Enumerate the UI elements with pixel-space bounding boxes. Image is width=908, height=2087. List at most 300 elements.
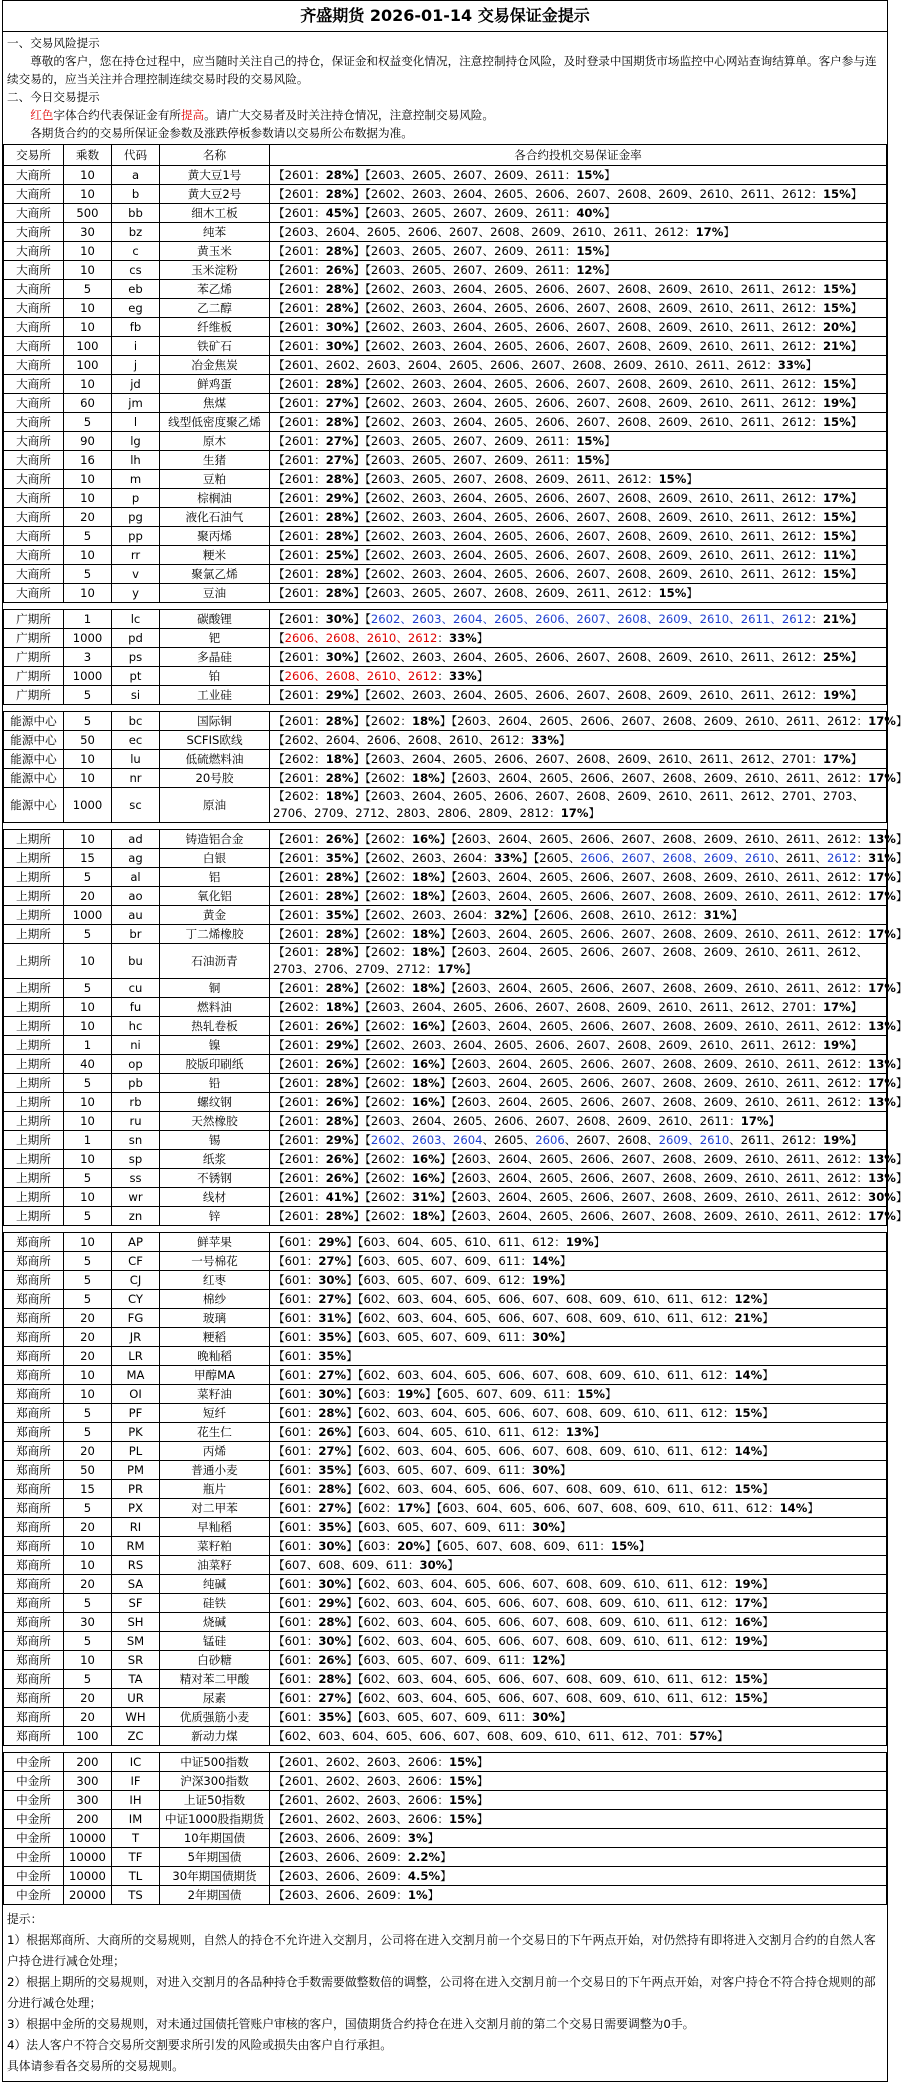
multiplier-cell: 10 bbox=[64, 750, 112, 769]
rate-value: 17% bbox=[868, 870, 896, 884]
rate-value: 29% bbox=[318, 1235, 347, 1249]
contract-months: 】【602、603、604、605、606、607、608、609、610、611、612： bbox=[346, 1311, 735, 1325]
rate-cell bbox=[270, 204, 887, 223]
contract-months: 】【603、604、605、610、611、612： bbox=[346, 1235, 566, 1249]
rate-value: 12% bbox=[576, 263, 605, 277]
group-separator bbox=[4, 705, 887, 712]
code-cell: a bbox=[112, 166, 160, 185]
contract-months: 】 bbox=[559, 1330, 572, 1344]
name-cell: 聚氯乙烯 bbox=[160, 565, 270, 584]
multiplier-cell: 5 bbox=[64, 1290, 112, 1309]
table-row bbox=[4, 1328, 887, 1347]
table-row bbox=[4, 1233, 887, 1252]
contract-months: 】【2602： bbox=[353, 889, 412, 903]
code-cell: RS bbox=[112, 1556, 160, 1575]
contract-months: 2606、2607、2608、2609、2610 bbox=[580, 851, 775, 865]
rate-value: 35% bbox=[325, 851, 354, 865]
table-row bbox=[4, 413, 887, 432]
rate-value: 19% bbox=[822, 1038, 851, 1052]
col-header-rate: 各合约投机交易保证金率 bbox=[270, 145, 887, 166]
table-row bbox=[4, 1791, 887, 1810]
code-cell: hc bbox=[112, 1017, 160, 1036]
exchange-cell: 中金所 bbox=[4, 1810, 64, 1829]
table-row bbox=[4, 712, 887, 731]
contract-months: 【2601： bbox=[273, 1095, 326, 1109]
code-cell: al bbox=[112, 868, 160, 887]
contract-months: 【2603、2606、2609： bbox=[273, 1850, 408, 1864]
multiplier-cell: 20 bbox=[64, 1708, 112, 1727]
exchange-cell: 郑商所 bbox=[4, 1575, 64, 1594]
contract-months: 】【603、605、607、609、611： bbox=[346, 1520, 533, 1534]
exchange-cell: 郑商所 bbox=[4, 1461, 64, 1480]
rate-value: 19% bbox=[734, 1577, 763, 1591]
name-cell: SCFIS欧线 bbox=[160, 731, 270, 750]
code-cell: IF bbox=[112, 1772, 160, 1791]
rate-cell bbox=[270, 648, 887, 667]
contract-months: 】【2603、2604、2605、2606、2607、2608、2609、2610、2611、2612： bbox=[439, 1019, 869, 1033]
table-row bbox=[4, 1575, 887, 1594]
contract-months: 2602、2603、2604 bbox=[370, 1133, 483, 1147]
contract-months: 】【2602、2603、2604、2605、2606、2607、2608、2609、2610、2611、2612： bbox=[353, 650, 823, 664]
code-cell: IM bbox=[112, 1810, 160, 1829]
contract-months: 【2601： bbox=[273, 1133, 326, 1147]
exchange-cell: 大商所 bbox=[4, 508, 64, 527]
code-cell: PM bbox=[112, 1461, 160, 1480]
code-cell: lg bbox=[112, 432, 160, 451]
rate-cell bbox=[270, 731, 887, 750]
contract-months: 【601： bbox=[273, 1330, 319, 1344]
contract-months: 】【603、604、605、610、611、612： bbox=[346, 1425, 566, 1439]
multiplier-cell: 5 bbox=[64, 1594, 112, 1613]
contract-months: 【2602： bbox=[273, 752, 326, 766]
code-cell: ec bbox=[112, 731, 160, 750]
table-row bbox=[4, 432, 887, 451]
name-cell: 纯碱 bbox=[160, 1575, 270, 1594]
rate-cell bbox=[270, 1074, 908, 1093]
contract-months: 】 bbox=[850, 1133, 863, 1147]
multiplier-cell: 20 bbox=[64, 508, 112, 527]
contract-months: 【601： bbox=[273, 1292, 319, 1306]
exchange-cell: 上期所 bbox=[4, 1131, 64, 1150]
table-row bbox=[4, 1499, 887, 1518]
multiplier-cell: 10 bbox=[64, 1233, 112, 1252]
rate-cell bbox=[270, 527, 887, 546]
name-cell: 甲醇MA bbox=[160, 1366, 270, 1385]
contract-months: 【2602： bbox=[273, 1000, 326, 1014]
contract-months: 】【2602、2603、2604、2605、2606、2607、2608、2609、2610、2611、2612： bbox=[353, 377, 823, 391]
contract-months: 】【2602： bbox=[353, 771, 412, 785]
exchange-cell: 郑商所 bbox=[4, 1442, 64, 1461]
table-row bbox=[4, 1093, 887, 1112]
page-title: 齐盛期货 2026-01-14 交易保证金提示 bbox=[3, 1, 887, 32]
multiplier-cell: 10 bbox=[64, 299, 112, 318]
name-cell: 锡 bbox=[160, 1131, 270, 1150]
contract-months: 】 bbox=[762, 1615, 774, 1629]
rate-cell bbox=[270, 686, 887, 705]
rate-value: 26% bbox=[325, 263, 354, 277]
code-cell: TA bbox=[112, 1670, 160, 1689]
contract-months: 】 bbox=[604, 263, 616, 277]
rate-value: 17% bbox=[822, 752, 851, 766]
code-cell: lh bbox=[112, 451, 160, 470]
contract-months: 【601： bbox=[273, 1501, 319, 1515]
name-cell: 低硫燃料油 bbox=[160, 750, 270, 769]
exchange-cell: 广期所 bbox=[4, 610, 64, 629]
exchange-cell: 上期所 bbox=[4, 1112, 64, 1131]
multiplier-cell: 10 bbox=[64, 375, 112, 394]
contract-months: 】【2602、2603、2604： bbox=[353, 851, 495, 865]
contract-months: 【2601： bbox=[273, 320, 326, 334]
contract-months: 【2601： bbox=[273, 714, 326, 728]
multiplier-cell: 10 bbox=[64, 1017, 112, 1036]
group-separator bbox=[4, 603, 887, 610]
contract-months: 】 bbox=[476, 1774, 489, 1788]
rate-value: 17% bbox=[868, 1209, 896, 1223]
rate-value: 15% bbox=[576, 168, 605, 182]
contract-months: 【601： bbox=[273, 1577, 319, 1591]
exchange-cell: 郑商所 bbox=[4, 1727, 64, 1746]
group-separator bbox=[4, 1226, 887, 1233]
exchange-cell: 上期所 bbox=[4, 1055, 64, 1074]
exchange-cell: 中金所 bbox=[4, 1829, 64, 1848]
contract-months: 、2611、2612： bbox=[729, 1133, 823, 1147]
code-cell: ad bbox=[112, 830, 160, 849]
name-cell: 粳米 bbox=[160, 546, 270, 565]
contract-months: 【2601： bbox=[273, 981, 326, 995]
rate-value: 18% bbox=[411, 714, 440, 728]
name-cell: 红枣 bbox=[160, 1271, 270, 1290]
rate-value: 27% bbox=[325, 453, 354, 467]
name-cell: 国际铜 bbox=[160, 712, 270, 731]
contract-months: 】 bbox=[604, 244, 616, 258]
rate-value: 27% bbox=[318, 1501, 347, 1515]
exchange-cell: 大商所 bbox=[4, 223, 64, 242]
exchange-cell: 能源中心 bbox=[4, 750, 64, 769]
contract-months: 【2601： bbox=[273, 1038, 326, 1052]
contract-months: 【2601、2602、2603、2606： bbox=[273, 1812, 449, 1826]
table-row bbox=[4, 979, 887, 998]
exchange-cell: 大商所 bbox=[4, 204, 64, 223]
multiplier-cell: 1 bbox=[64, 1036, 112, 1055]
contract-months: 】【602、603、604、605、606、607、608、609、610、611、612： bbox=[346, 1596, 735, 1610]
table-row bbox=[4, 1810, 887, 1829]
contract-months: 】【2602、2603、2604、2605、2606、2607、2608、2609、2610、2611、2612： bbox=[353, 1038, 823, 1052]
name-cell: 螺纹钢 bbox=[160, 1093, 270, 1112]
rate-value: 21% bbox=[822, 612, 851, 626]
contract-months: 【601： bbox=[273, 1406, 319, 1420]
name-cell: 工业硅 bbox=[160, 686, 270, 705]
rate-cell bbox=[270, 394, 887, 413]
name-cell: 精对苯二甲酸 bbox=[160, 1670, 270, 1689]
table-row bbox=[4, 667, 887, 686]
name-cell: 碳酸锂 bbox=[160, 610, 270, 629]
table-row bbox=[4, 318, 887, 337]
rate-value: 16% bbox=[411, 832, 440, 846]
contract-months: 】【2602： bbox=[353, 1057, 412, 1071]
rate-value: 30% bbox=[419, 1558, 448, 1572]
rate-cell bbox=[270, 1112, 887, 1131]
contract-months: 】【2602、2603、2604、2605、2606、2607、2608、2609、2610、2611、2612： bbox=[353, 396, 823, 410]
rate-value: 26% bbox=[318, 1653, 347, 1667]
contract-months: 【2601： bbox=[273, 244, 326, 258]
name-cell: 线材 bbox=[160, 1188, 270, 1207]
table-row bbox=[4, 1772, 887, 1791]
table-row bbox=[4, 1271, 887, 1290]
contract-months: 】【2603、2604、2605、2606、2607、2608、2609、2610、2611、2612、2701、2703、2706、2709、2712、2803、2806、2809、2812： bbox=[273, 789, 865, 820]
rate-value: 15% bbox=[449, 1774, 477, 1788]
code-cell: MA bbox=[112, 1366, 160, 1385]
contract-months: 】 bbox=[850, 529, 863, 543]
multiplier-cell: 15 bbox=[64, 849, 112, 868]
rate-value: 12% bbox=[532, 1653, 560, 1667]
code-cell: nr bbox=[112, 769, 160, 788]
rate-value: 30% bbox=[532, 1710, 560, 1724]
rate-value: 15% bbox=[658, 472, 687, 486]
contract-months: 】 bbox=[850, 396, 863, 410]
multiplier-cell: 5 bbox=[64, 413, 112, 432]
contract-months: 2602、2603、2604、2605、2606、2607、2608、2609、2610、2611、2612 bbox=[370, 612, 812, 626]
rate-cell bbox=[270, 1017, 908, 1036]
code-cell: pp bbox=[112, 527, 160, 546]
contract-months: 】【2606、2608、2610、2612： bbox=[521, 908, 704, 922]
contract-months: 【2601： bbox=[273, 282, 326, 296]
exchange-cell: 大商所 bbox=[4, 280, 64, 299]
table-row bbox=[4, 1848, 887, 1867]
multiplier-cell: 10 bbox=[64, 769, 112, 788]
rate-cell bbox=[270, 1461, 887, 1480]
exchange-cell: 郑商所 bbox=[4, 1385, 64, 1404]
rate-value: 27% bbox=[318, 1292, 347, 1306]
contract-months: 】 bbox=[762, 1634, 774, 1648]
table-row bbox=[4, 242, 887, 261]
multiplier-cell: 30 bbox=[64, 1613, 112, 1632]
rate-value: 26% bbox=[318, 1425, 347, 1439]
exchange-cell: 上期所 bbox=[4, 979, 64, 998]
exchange-cell: 中金所 bbox=[4, 1791, 64, 1810]
contract-months: 【2603、2604、2605、2606、2607、2608、2609、2610、2611、2612： bbox=[273, 225, 696, 239]
name-cell: 优质强筋小麦 bbox=[160, 1708, 270, 1727]
name-cell: 锰硅 bbox=[160, 1632, 270, 1651]
table-row bbox=[4, 1423, 887, 1442]
contract-months: 】【2605、 bbox=[521, 851, 581, 865]
rate-value: 14% bbox=[532, 1254, 560, 1268]
multiplier-cell: 10 bbox=[64, 1385, 112, 1404]
rate-cell bbox=[270, 769, 908, 788]
contract-months: 【2601： bbox=[273, 510, 326, 524]
contract-months: 】 bbox=[895, 851, 908, 865]
rate-value: 2.2% bbox=[407, 1850, 441, 1864]
rate-value: 27% bbox=[318, 1368, 347, 1382]
contract-months: 【2601： bbox=[273, 548, 326, 562]
contract-months: 【2601、2602、2603、2604、2605、2606、2607、2608、2609、2610、2611、2612： bbox=[273, 358, 778, 372]
rate-value: 15% bbox=[611, 1539, 639, 1553]
rate-value: 35% bbox=[318, 1710, 347, 1724]
contract-months: 】【2602： bbox=[353, 714, 412, 728]
contract-months: 】【2603、2604、2605、2606、2607、2608、2609、2610、2611、2612： bbox=[439, 1057, 869, 1071]
exchange-cell: 郑商所 bbox=[4, 1328, 64, 1347]
multiplier-cell: 10 bbox=[64, 185, 112, 204]
name-cell: 线型低密度聚乙烯 bbox=[160, 413, 270, 432]
contract-months: 】 bbox=[440, 1869, 452, 1883]
name-cell: 原油 bbox=[160, 788, 270, 823]
multiplier-cell: 5 bbox=[64, 1670, 112, 1689]
name-cell: 黄金 bbox=[160, 906, 270, 925]
contract-months: 】 bbox=[762, 1672, 774, 1686]
code-cell: SR bbox=[112, 1651, 160, 1670]
code-cell: br bbox=[112, 925, 160, 944]
contract-months: 】【603： bbox=[346, 1539, 398, 1553]
contract-months: 【601： bbox=[273, 1425, 319, 1439]
multiplier-cell: 5 bbox=[64, 686, 112, 705]
multiplier-cell: 5 bbox=[64, 1169, 112, 1188]
exchange-cell: 郑商所 bbox=[4, 1480, 64, 1499]
code-cell: OI bbox=[112, 1385, 160, 1404]
contract-months: 【2601： bbox=[273, 339, 326, 353]
rate-value: 17% bbox=[734, 1596, 763, 1610]
contract-months: 】【2602、2603、2604、2605、2606、2607、2608、2609、2610、2611、2612： bbox=[353, 320, 823, 334]
code-cell: eg bbox=[112, 299, 160, 318]
table-row bbox=[4, 1169, 887, 1188]
contract-months: 】 bbox=[604, 168, 616, 182]
table-row bbox=[4, 610, 887, 629]
multiplier-cell: 100 bbox=[64, 337, 112, 356]
name-cell: 菜籽油 bbox=[160, 1385, 270, 1404]
exchange-cell: 大商所 bbox=[4, 261, 64, 280]
contract-months: 】【2602、2603、2604、2605、2606、2607、2608、2609、2610、2611、2612： bbox=[353, 567, 823, 581]
multiplier-cell: 5 bbox=[64, 868, 112, 887]
exchange-cell: 上期所 bbox=[4, 1188, 64, 1207]
contract-months: 】【2602、2603、2604、2605、2606、2607、2608、2609、2610、2611、2612： bbox=[353, 339, 823, 353]
table-row bbox=[4, 868, 887, 887]
exchange-cell: 上期所 bbox=[4, 1074, 64, 1093]
rate-value: 19% bbox=[532, 1273, 560, 1287]
rate-cell bbox=[270, 1575, 887, 1594]
rate-cell bbox=[270, 1518, 887, 1537]
code-cell: ZC bbox=[112, 1727, 160, 1746]
contract-months: 【2601、2602、2603、2606： bbox=[273, 1755, 449, 1769]
multiplier-cell: 10 bbox=[64, 944, 112, 979]
contract-months: 】【605、607、609、611： bbox=[424, 1387, 578, 1401]
group-separator-cell bbox=[4, 1226, 887, 1233]
exchange-cell: 上期所 bbox=[4, 925, 64, 944]
contract-months: 】【2603、2605、2607、2609、2611： bbox=[353, 434, 577, 448]
name-cell: 新动力煤 bbox=[160, 1727, 270, 1746]
rate-value: 30% bbox=[325, 320, 354, 334]
contract-months: 】【2603、2604、2605、2606、2607、2608、2609、2610、2611、2612、2701： bbox=[353, 1000, 823, 1014]
contract-months: 】【2603、2604、2605、2606、2607、2608、2609、2610、2611、2612： bbox=[439, 714, 869, 728]
rate-value: 28% bbox=[325, 1076, 354, 1090]
multiplier-cell: 5 bbox=[64, 1632, 112, 1651]
rate-value: 28% bbox=[325, 472, 354, 486]
contract-months: ： bbox=[437, 669, 450, 683]
contract-months: 【2601： bbox=[273, 1152, 326, 1166]
name-cell: 瓶片 bbox=[160, 1480, 270, 1499]
rate-value: 40% bbox=[576, 206, 605, 220]
contract-months: 【601： bbox=[273, 1615, 319, 1629]
rate-value: 35% bbox=[318, 1349, 347, 1363]
contract-months: 【601： bbox=[273, 1387, 319, 1401]
rate-cell bbox=[270, 261, 887, 280]
name-cell: 黄大豆1号 bbox=[160, 166, 270, 185]
rate-value: 16% bbox=[411, 1152, 440, 1166]
rate-value: 19% bbox=[822, 688, 851, 702]
rate-value: 16% bbox=[734, 1615, 763, 1629]
rate-value: 17% bbox=[695, 225, 724, 239]
multiplier-cell: 50 bbox=[64, 731, 112, 750]
rate-value: 45% bbox=[325, 206, 354, 220]
contract-months: 】【2603、2604、2605、2606、2607、2608、2609、2610、2611、2612： bbox=[439, 1076, 869, 1090]
rate-cell bbox=[270, 906, 887, 925]
code-cell: PL bbox=[112, 1442, 160, 1461]
code-cell: p bbox=[112, 489, 160, 508]
rate-cell bbox=[270, 1131, 887, 1150]
rate-value: 32% bbox=[494, 908, 522, 922]
rate-value: 28% bbox=[325, 529, 354, 543]
name-cell: 花生仁 bbox=[160, 1423, 270, 1442]
contract-months: 】【602、603、604、605、606、607、608、609、610、611、612： bbox=[346, 1577, 735, 1591]
rate-cell bbox=[270, 356, 887, 375]
rate-cell bbox=[270, 1290, 887, 1309]
exchange-cell: 大商所 bbox=[4, 451, 64, 470]
table-row bbox=[4, 166, 887, 185]
contract-months: 】 bbox=[476, 1812, 489, 1826]
rate-value: 12% bbox=[734, 1292, 763, 1306]
contract-months: 【2601： bbox=[273, 453, 326, 467]
rate-value: 15% bbox=[576, 244, 605, 258]
contract-months: 】 bbox=[559, 1653, 572, 1667]
exchange-cell: 大商所 bbox=[4, 318, 64, 337]
code-cell: jm bbox=[112, 394, 160, 413]
multiplier-cell: 1 bbox=[64, 1131, 112, 1150]
rate-value: 18% bbox=[411, 870, 440, 884]
contract-months: 】 bbox=[850, 688, 863, 702]
rate-value: 31% bbox=[703, 908, 732, 922]
name-cell: 上证50指数 bbox=[160, 1791, 270, 1810]
code-cell: eb bbox=[112, 280, 160, 299]
contract-months: 】【602、603、604、605、606、607、608、609、610、611、612： bbox=[346, 1615, 735, 1629]
code-cell: CY bbox=[112, 1290, 160, 1309]
rate-value: 25% bbox=[325, 548, 354, 562]
rate-value: 28% bbox=[325, 415, 354, 429]
rate-value: 26% bbox=[325, 832, 354, 846]
table-row bbox=[4, 1404, 887, 1423]
code-cell: CJ bbox=[112, 1271, 160, 1290]
code-cell: bb bbox=[112, 204, 160, 223]
contract-months: 】 bbox=[895, 1209, 908, 1223]
rate-value: 26% bbox=[325, 1095, 354, 1109]
multiplier-cell: 10 bbox=[64, 489, 112, 508]
code-cell: ag bbox=[112, 849, 160, 868]
code-cell: pt bbox=[112, 667, 160, 686]
rate-value: 33% bbox=[449, 669, 477, 683]
rate-cell bbox=[270, 1727, 887, 1746]
table-row bbox=[4, 223, 887, 242]
rate-value: 18% bbox=[411, 1209, 440, 1223]
contract-months: 】【2603、2604、2605、2606、2607、2608、2609、2610、2611、2612： bbox=[439, 1171, 869, 1185]
contract-months: 、2611、 bbox=[774, 851, 828, 865]
contract-months: 】【2602： bbox=[353, 1076, 412, 1090]
contract-months: 【601： bbox=[273, 1254, 319, 1268]
group-separator bbox=[4, 823, 887, 830]
exchange-cell: 大商所 bbox=[4, 337, 64, 356]
contract-months: 】【2602： bbox=[353, 1171, 412, 1185]
rate-value: 19% bbox=[734, 1634, 763, 1648]
contract-months: 【2601： bbox=[273, 1057, 326, 1071]
multiplier-cell: 1000 bbox=[64, 788, 112, 823]
contract-months: 】 bbox=[604, 453, 616, 467]
name-cell: 对二甲苯 bbox=[160, 1499, 270, 1518]
contract-months: 】 bbox=[427, 1831, 440, 1845]
